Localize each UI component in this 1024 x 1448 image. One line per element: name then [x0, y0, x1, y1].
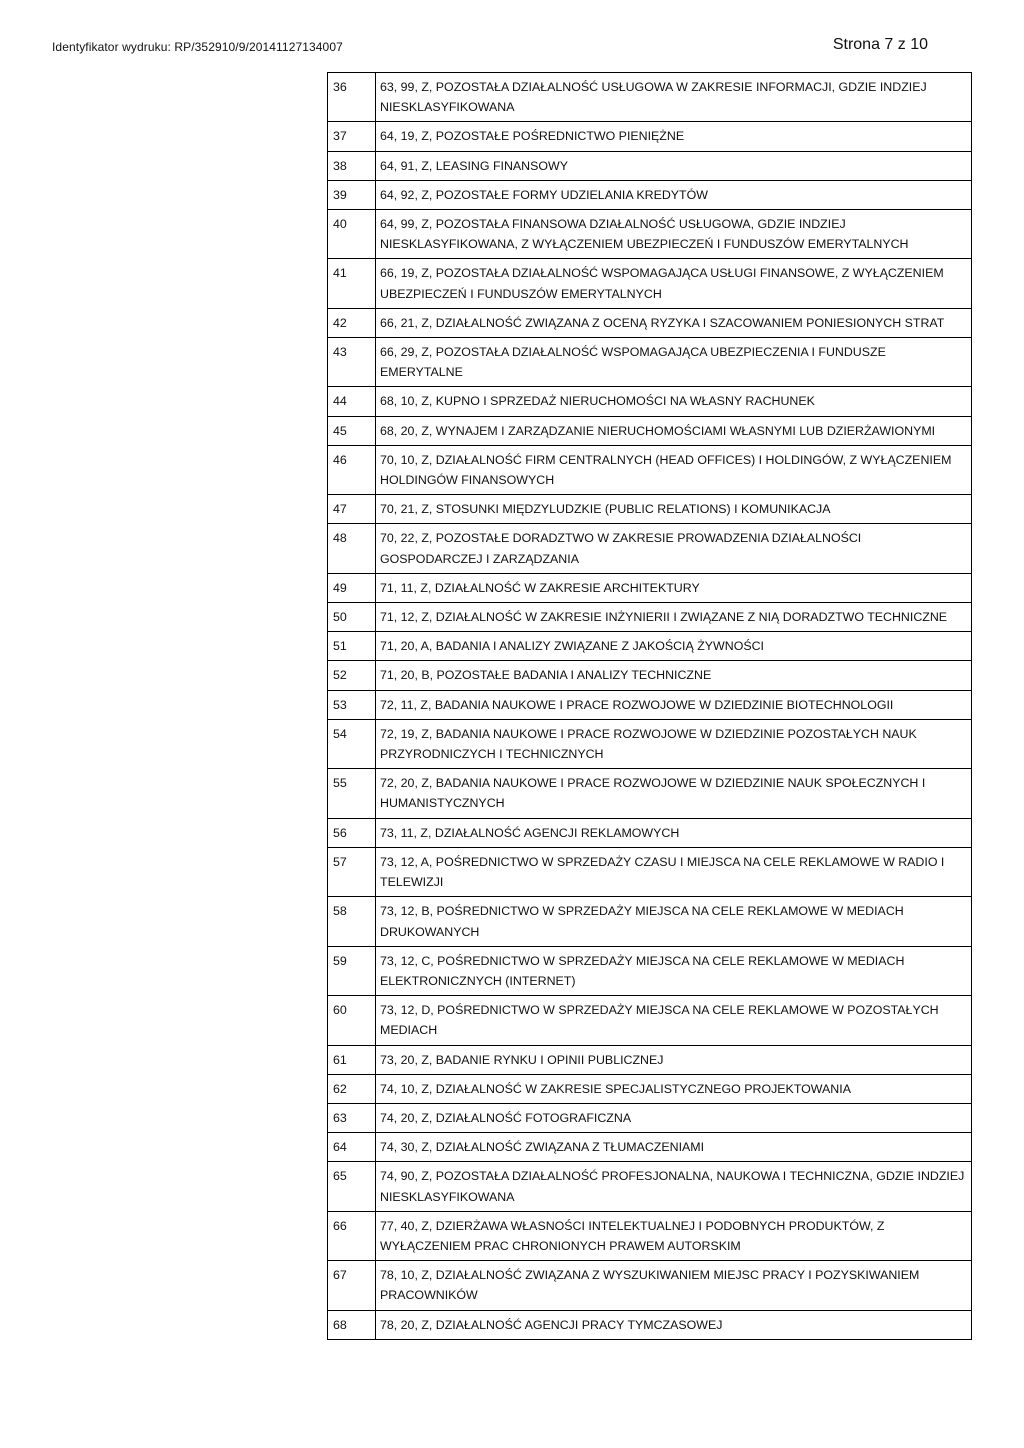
row-number: 37: [328, 122, 376, 151]
row-number: 66: [328, 1211, 376, 1260]
row-description: 74, 90, Z, POZOSTAŁA DZIAŁALNOŚĆ PROFESJONALNA, NAUKOWA I TECHNICZNA, GDZIE INDZIEJ NIESKLASYFIKOWANA: [376, 1162, 972, 1211]
row-number: 54: [328, 719, 376, 768]
row-number: 58: [328, 897, 376, 946]
table-row: [328, 387, 972, 416]
row-description: 73, 12, A, POŚREDNICTWO W SPRZEDAŻY CZASU I MIEJSCA NA CELE REKLAMOWE W RADIO I TELEWIZJI: [376, 847, 972, 896]
print-identifier: Identyfikator wydruku: RP/352910/9/20141127134007: [52, 40, 343, 54]
table-row: [328, 1211, 972, 1260]
table-row: [328, 1261, 972, 1310]
row-number: 42: [328, 308, 376, 337]
row-description: 77, 40, Z, DZIERŻAWA WŁASNOŚCI INTELEKTUALNEJ I PODOBNYCH PRODUKTÓW, Z WYŁĄCZENIEM PRAC CHRONIONYCH PRAWEM AUTORSKIM: [376, 1211, 972, 1260]
row-number: 64: [328, 1133, 376, 1162]
table-row: [328, 1162, 972, 1211]
table-row: [328, 946, 972, 995]
row-description: 73, 12, D, POŚREDNICTWO W SPRZEDAŻY MIEJSCA NA CELE REKLAMOWE W POZOSTAŁYCH MEDIACH: [376, 996, 972, 1045]
row-number: 67: [328, 1261, 376, 1310]
row-description: 74, 20, Z, DZIAŁALNOŚĆ FOTOGRAFICZNA: [376, 1103, 972, 1132]
table-row: [328, 632, 972, 661]
row-description: 73, 12, B, POŚREDNICTWO W SPRZEDAŻY MIEJSCA NA CELE REKLAMOWE W MEDIACH DRUKOWANYCH: [376, 897, 972, 946]
row-description: 74, 30, Z, DZIAŁALNOŚĆ ZWIĄZANA Z TŁUMACZENIAMI: [376, 1133, 972, 1162]
page-header: [52, 36, 928, 58]
row-description: 70, 21, Z, STOSUNKI MIĘDZYLUDZKIE (PUBLIC RELATIONS) I KOMUNIKACJA: [376, 495, 972, 524]
row-number: 65: [328, 1162, 376, 1211]
row-description: 71, 20, A, BADANIA I ANALIZY ZWIĄZANE Z JAKOŚCIĄ ŻYWNOŚCI: [376, 632, 972, 661]
table-row: [328, 847, 972, 896]
row-number: 41: [328, 259, 376, 308]
row-description: 64, 92, Z, POZOSTAŁE FORMY UDZIELANIA KREDYTÓW: [376, 180, 972, 209]
row-number: 55: [328, 769, 376, 818]
row-description: 73, 20, Z, BADANIE RYNKU I OPINII PUBLICZNEJ: [376, 1045, 972, 1074]
row-number: 47: [328, 495, 376, 524]
table-row: [328, 603, 972, 632]
row-description: 78, 10, Z, DZIAŁALNOŚĆ ZWIĄZANA Z WYSZUKIWANIEM MIEJSC PRACY I POZYSKIWANIEM PRACOWNIKÓW: [376, 1261, 972, 1310]
row-description: 64, 91, Z, LEASING FINANSOWY: [376, 151, 972, 180]
row-number: 50: [328, 603, 376, 632]
table-row: [328, 259, 972, 308]
row-number: 52: [328, 661, 376, 690]
table-row: [328, 180, 972, 209]
row-number: 49: [328, 573, 376, 602]
table-row: [328, 122, 972, 151]
row-number: 51: [328, 632, 376, 661]
activity-table-container: [327, 72, 972, 1340]
row-number: 39: [328, 180, 376, 209]
row-number: 59: [328, 946, 376, 995]
table-row: [328, 308, 972, 337]
row-description: 72, 11, Z, BADANIA NAUKOWE I PRACE ROZWOJOWE W DZIEDZINIE BIOTECHNOLOGII: [376, 690, 972, 719]
table-row: [328, 996, 972, 1045]
table-row: [328, 1074, 972, 1103]
page-number: Strona 7 z 10: [832, 36, 928, 53]
row-description: 72, 20, Z, BADANIA NAUKOWE I PRACE ROZWOJOWE W DZIEDZINIE NAUK SPOŁECZNYCH I HUMANISTYCZNYCH: [376, 769, 972, 818]
table-row: [328, 1133, 972, 1162]
table-row: [328, 661, 972, 690]
row-description: 63, 99, Z, POZOSTAŁA DZIAŁALNOŚĆ USŁUGOWA W ZAKRESIE INFORMACJI, GDZIE INDZIEJ NIESKLASYFIKOWANA: [376, 73, 972, 122]
row-description: 73, 11, Z, DZIAŁALNOŚĆ AGENCJI REKLAMOWYCH: [376, 818, 972, 847]
row-description: 71, 11, Z, DZIAŁALNOŚĆ W ZAKRESIE ARCHITEKTURY: [376, 573, 972, 602]
row-number: 48: [328, 524, 376, 573]
row-number: 45: [328, 416, 376, 445]
row-description: 66, 29, Z, POZOSTAŁA DZIAŁALNOŚĆ WSPOMAGAJĄCA UBEZPIECZENIA I FUNDUSZE EMERYTALNE: [376, 338, 972, 387]
row-description: 73, 12, C, POŚREDNICTWO W SPRZEDAŻY MIEJSCA NA CELE REKLAMOWE W MEDIACH ELEKTRONICZNYCH (INTERNET): [376, 946, 972, 995]
row-description: 71, 12, Z, DZIAŁALNOŚĆ W ZAKRESIE INŻYNIERII I ZWIĄZANE Z NIĄ DORADZTWO TECHNICZNE: [376, 603, 972, 632]
row-number: 62: [328, 1074, 376, 1103]
row-number: 63: [328, 1103, 376, 1132]
row-number: 68: [328, 1310, 376, 1339]
table-row: [328, 416, 972, 445]
row-description: 66, 21, Z, DZIAŁALNOŚĆ ZWIĄZANA Z OCENĄ RYZYKA I SZACOWANIEM PONIESIONYCH STRAT: [376, 308, 972, 337]
row-description: 68, 20, Z, WYNAJEM I ZARZĄDZANIE NIERUCHOMOŚCIAMI WŁASNYMI LUB DZIERŻAWIONYMI: [376, 416, 972, 445]
table-row: [328, 210, 972, 259]
table-row: [328, 1103, 972, 1132]
row-number: 53: [328, 690, 376, 719]
row-description: 68, 10, Z, KUPNO I SPRZEDAŻ NIERUCHOMOŚCI NA WŁASNY RACHUNEK: [376, 387, 972, 416]
row-number: 44: [328, 387, 376, 416]
table-row: [328, 818, 972, 847]
row-number: 46: [328, 445, 376, 494]
table-row: [328, 445, 972, 494]
table-row: [328, 1310, 972, 1339]
row-number: 61: [328, 1045, 376, 1074]
table-row: [328, 573, 972, 602]
row-description: 74, 10, Z, DZIAŁALNOŚĆ W ZAKRESIE SPECJALISTYCZNEGO PROJEKTOWANIA: [376, 1074, 972, 1103]
row-number: 38: [328, 151, 376, 180]
row-number: 56: [328, 818, 376, 847]
table-row: [328, 524, 972, 573]
table-row: [328, 897, 972, 946]
row-description: 71, 20, B, POZOSTAŁE BADANIA I ANALIZY TECHNICZNE: [376, 661, 972, 690]
row-description: 64, 19, Z, POZOSTAŁE POŚREDNICTWO PIENIĘŻNE: [376, 122, 972, 151]
table-row: [328, 719, 972, 768]
row-description: 72, 19, Z, BADANIA NAUKOWE I PRACE ROZWOJOWE W DZIEDZINIE POZOSTAŁYCH NAUK PRZYRODNICZYCH I TECHNICZNYCH: [376, 719, 972, 768]
row-description: 70, 22, Z, POZOSTAŁE DORADZTWO W ZAKRESIE PROWADZENIA DZIAŁALNOŚCI GOSPODARCZEJ I ZARZĄDZANIA: [376, 524, 972, 573]
row-number: 57: [328, 847, 376, 896]
table-row: [328, 73, 972, 122]
table-row: [328, 338, 972, 387]
row-description: 70, 10, Z, DZIAŁALNOŚĆ FIRM CENTRALNYCH (HEAD OFFICES) I HOLDINGÓW, Z WYŁĄCZENIEM HOLDINGÓW FINANSOWYCH: [376, 445, 972, 494]
activity-table: [327, 72, 972, 1340]
table-row: [328, 151, 972, 180]
row-description: 64, 99, Z, POZOSTAŁA FINANSOWA DZIAŁALNOŚĆ USŁUGOWA, GDZIE INDZIEJ NIESKLASYFIKOWANA, Z WYŁĄCZENIEM UBEZPIECZEŃ I FUNDUSZÓW EMERYTALNYCH: [376, 210, 972, 259]
row-number: 43: [328, 338, 376, 387]
row-description: 66, 19, Z, POZOSTAŁA DZIAŁALNOŚĆ WSPOMAGAJĄCA USŁUGI FINANSOWE, Z WYŁĄCZENIEM UBEZPIECZEŃ I FUNDUSZÓW EMERYTALNYCH: [376, 259, 972, 308]
row-number: 60: [328, 996, 376, 1045]
table-row: [328, 495, 972, 524]
row-number: 36: [328, 73, 376, 122]
table-row: [328, 1045, 972, 1074]
activity-table-body: [328, 73, 972, 1340]
table-row: [328, 769, 972, 818]
row-description: 78, 20, Z, DZIAŁALNOŚĆ AGENCJI PRACY TYMCZASOWEJ: [376, 1310, 972, 1339]
row-number: 40: [328, 210, 376, 259]
table-row: [328, 690, 972, 719]
